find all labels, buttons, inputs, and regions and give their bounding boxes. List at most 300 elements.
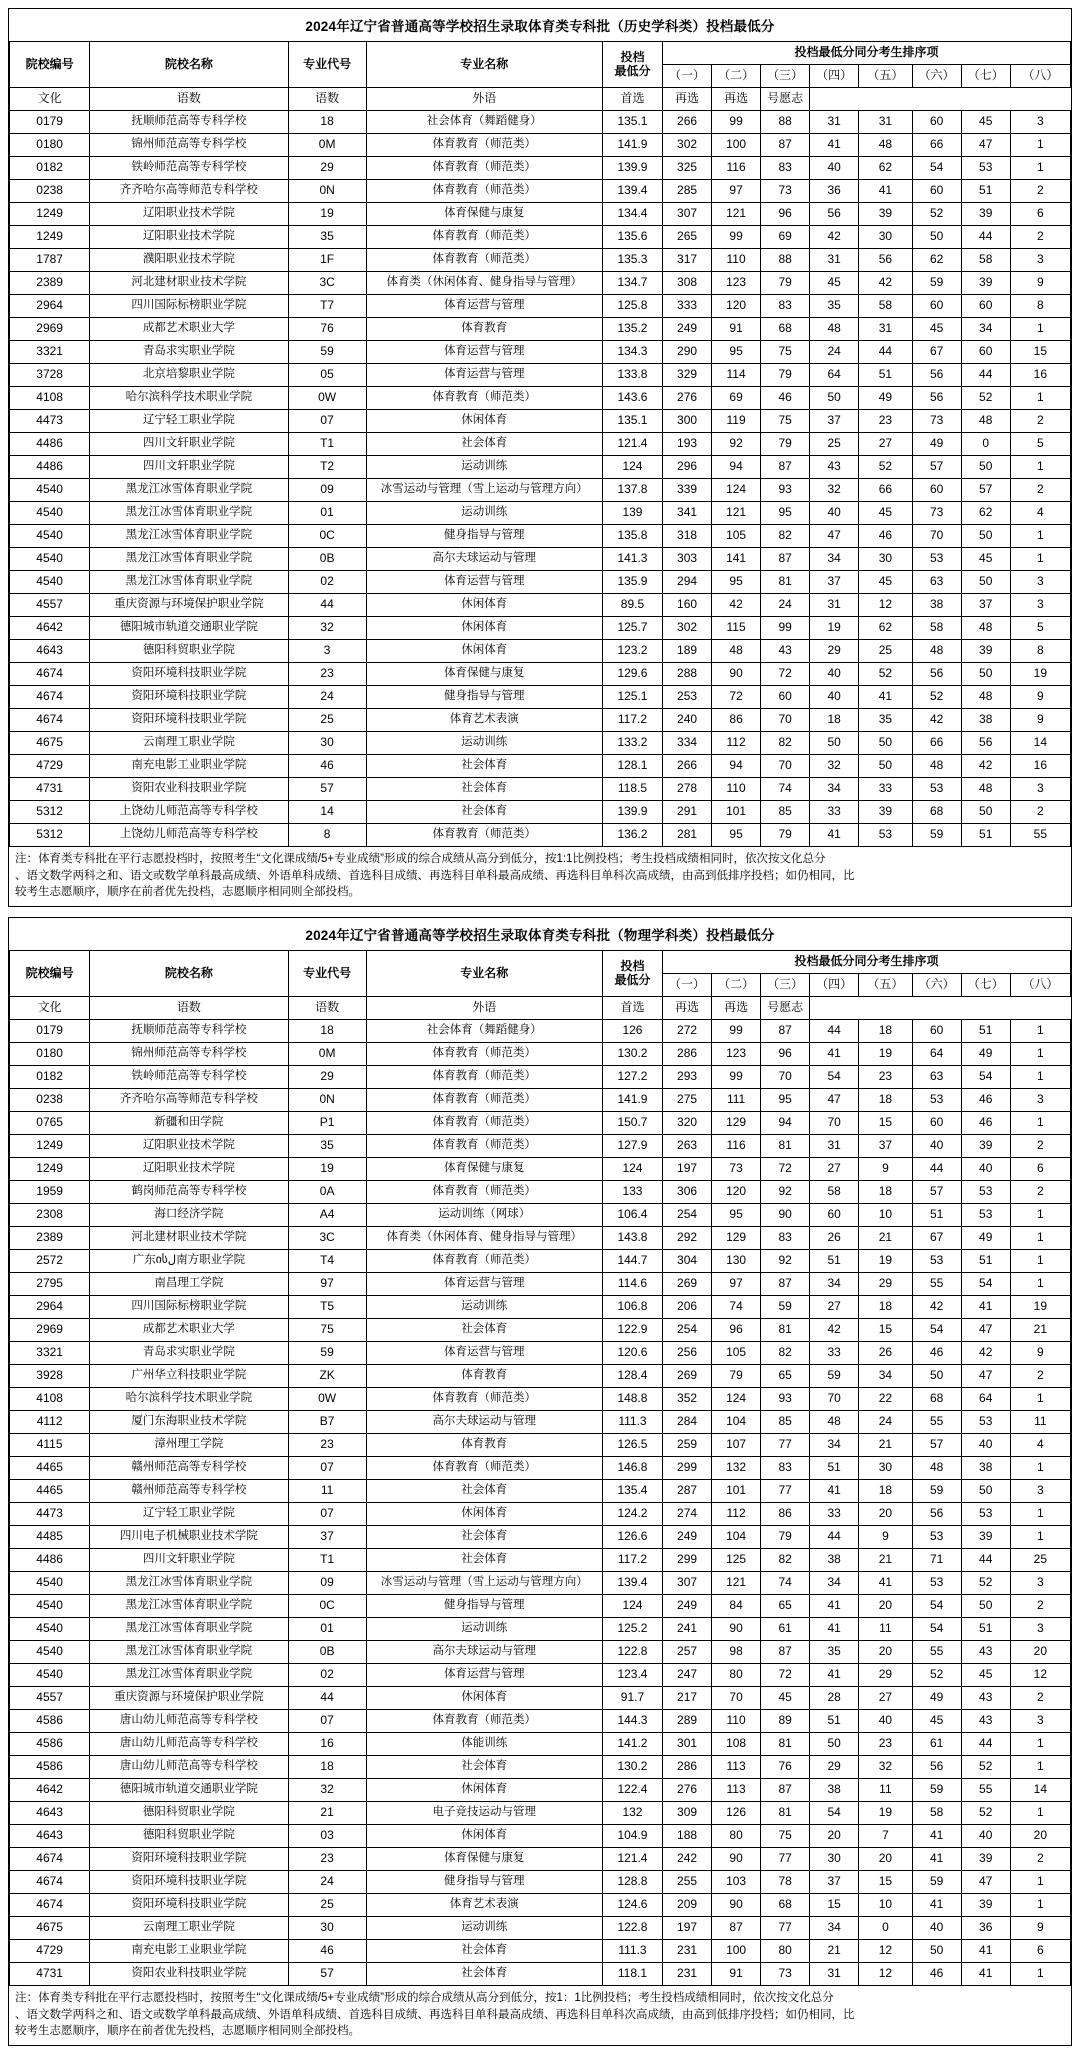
cell-rank-4: 51	[810, 1457, 859, 1480]
cell-rank-4: 25	[810, 433, 859, 456]
cell-rank-4: 41	[810, 1480, 859, 1503]
cell-rank-7: 53	[961, 157, 1010, 180]
cell-major-name: 体育教育（师范类）	[366, 1388, 602, 1411]
cell-rank-8: 1	[1010, 1756, 1070, 1779]
th-sub-4: 外语	[366, 997, 602, 1020]
cell-school-name: 赣州师范高等专科学校	[90, 1457, 288, 1480]
cell-school-code: 4557	[10, 594, 90, 617]
cell-min-score: 135.9	[602, 571, 662, 594]
cell-rank-7: 41	[961, 1296, 1010, 1319]
cell-school-name: 德阳科贸职业学院	[90, 1802, 288, 1825]
cell-major-code: 0N	[288, 180, 366, 203]
cell-rank-6: 42	[912, 1296, 961, 1319]
table-body-physics	[10, 1020, 1071, 1986]
cell-rank-5: 11	[859, 1618, 912, 1641]
table-row	[10, 594, 1071, 617]
cell-rank-4: 58	[810, 1181, 859, 1204]
cell-rank-4: 31	[810, 249, 859, 272]
cell-major-code: T5	[288, 1296, 366, 1319]
cell-rank-4: 37	[810, 410, 859, 433]
cell-major-name: 休闲体育	[366, 1779, 602, 1802]
cell-major-name: 社会体育	[366, 1940, 602, 1963]
cell-major-name: 社会体育	[366, 1756, 602, 1779]
cell-min-score: 106.8	[602, 1296, 662, 1319]
cell-rank-6: 53	[912, 778, 961, 801]
cell-rank-2: 80	[712, 1664, 761, 1687]
cell-rank-5: 20	[859, 1595, 912, 1618]
cell-school-code: 4112	[10, 1411, 90, 1434]
cell-rank-3: 87	[761, 548, 810, 571]
cell-major-name: 运动训练	[366, 732, 602, 755]
cell-rank-1: 293	[663, 1066, 712, 1089]
cell-rank-8: 1	[1010, 548, 1070, 571]
cell-rank-5: 52	[859, 456, 912, 479]
cell-school-name: 河北建材职业技术学院	[90, 1227, 288, 1250]
cell-rank-5: 29	[859, 1273, 912, 1296]
cell-rank-1: 308	[663, 272, 712, 295]
cell-rank-5: 0	[859, 1917, 912, 1940]
cell-rank-7: 44	[961, 364, 1010, 387]
th-rank-3: （三）	[761, 974, 810, 997]
cell-rank-3: 92	[761, 1181, 810, 1204]
cell-rank-3: 96	[761, 203, 810, 226]
cell-rank-5: 9	[859, 1158, 912, 1181]
cell-min-score: 117.2	[602, 709, 662, 732]
cell-major-name: 体育类（休闲体育、健身指导与管理）	[366, 1227, 602, 1250]
cell-rank-2: 123	[712, 272, 761, 295]
cell-rank-7: 54	[961, 1273, 1010, 1296]
cell-rank-7: 39	[961, 640, 1010, 663]
cell-rank-7: 56	[961, 732, 1010, 755]
cell-major-code: 07	[288, 410, 366, 433]
cell-school-code: 4674	[10, 709, 90, 732]
score-table-history	[9, 9, 1071, 847]
cell-school-name: 辽宁轻工职业学院	[90, 410, 288, 433]
cell-rank-5: 35	[859, 709, 912, 732]
cell-rank-1: 206	[663, 1296, 712, 1319]
cell-rank-8: 1	[1010, 1273, 1070, 1296]
cell-rank-1: 231	[663, 1940, 712, 1963]
table-row	[10, 1227, 1071, 1250]
cell-major-code: 29	[288, 1066, 366, 1089]
cell-rank-6: 67	[912, 341, 961, 364]
cell-rank-3: 68	[761, 318, 810, 341]
cell-rank-3: 87	[761, 1641, 810, 1664]
cell-school-code: 1959	[10, 1181, 90, 1204]
cell-rank-4: 40	[810, 686, 859, 709]
cell-rank-5: 39	[859, 801, 912, 824]
cell-rank-1: 275	[663, 1089, 712, 1112]
cell-rank-8: 11	[1010, 1411, 1070, 1434]
cell-rank-2: 113	[712, 1756, 761, 1779]
cell-rank-2: 112	[712, 732, 761, 755]
table-row	[10, 318, 1071, 341]
cell-rank-6: 44	[912, 1158, 961, 1181]
cell-rank-3: 83	[761, 157, 810, 180]
cell-school-code: 4108	[10, 1388, 90, 1411]
cell-rank-5: 30	[859, 1457, 912, 1480]
cell-major-code: 07	[288, 1503, 366, 1526]
cell-rank-4: 54	[810, 1802, 859, 1825]
cell-rank-2: 124	[712, 479, 761, 502]
cell-major-name: 体育教育（师范类）	[366, 1135, 602, 1158]
cell-school-code: 4674	[10, 1871, 90, 1894]
cell-rank-1: 306	[663, 1181, 712, 1204]
cell-rank-6: 42	[912, 709, 961, 732]
th-sub-8: 号愿志	[761, 997, 810, 1020]
cell-rank-1: 249	[663, 318, 712, 341]
cell-rank-5: 21	[859, 1549, 912, 1572]
cell-major-name: 体育教育（师范类）	[366, 824, 602, 847]
table-row	[10, 1181, 1071, 1204]
table-head	[10, 42, 1071, 111]
th-rank-7: （七）	[961, 974, 1010, 997]
cell-rank-1: 317	[663, 249, 712, 272]
cell-rank-6: 51	[912, 1204, 961, 1227]
cell-school-name: 锦州师范高等专科学校	[90, 134, 288, 157]
cell-rank-7: 34	[961, 318, 1010, 341]
cell-rank-7: 60	[961, 341, 1010, 364]
cell-rank-3: 68	[761, 1894, 810, 1917]
cell-rank-3: 81	[761, 1733, 810, 1756]
cell-rank-6: 52	[912, 203, 961, 226]
cell-rank-7: 47	[961, 134, 1010, 157]
table-row	[10, 732, 1071, 755]
th-min-score	[602, 42, 662, 88]
cell-min-score: 126	[602, 1020, 662, 1043]
th-rank-6: （六）	[912, 65, 961, 88]
cell-rank-8: 19	[1010, 1296, 1070, 1319]
cell-major-code: T4	[288, 1250, 366, 1273]
cell-school-name: 鹤岗师范高等专科学校	[90, 1181, 288, 1204]
cell-school-name: 赣州师范高等专科学校	[90, 1480, 288, 1503]
cell-major-code: 18	[288, 111, 366, 134]
cell-rank-7: 51	[961, 1250, 1010, 1273]
cell-min-score: 132	[602, 1802, 662, 1825]
cell-rank-1: 259	[663, 1434, 712, 1457]
cell-rank-7: 50	[961, 571, 1010, 594]
table-row	[10, 1572, 1071, 1595]
cell-rank-7: 51	[961, 1618, 1010, 1641]
cell-rank-6: 55	[912, 1273, 961, 1296]
cell-rank-4: 51	[810, 1710, 859, 1733]
cell-rank-1: 266	[663, 755, 712, 778]
cell-rank-6: 56	[912, 387, 961, 410]
cell-rank-1: 281	[663, 824, 712, 847]
cell-major-name: 高尔夫球运动与管理	[366, 1641, 602, 1664]
cell-min-score: 139	[602, 502, 662, 525]
header-row-1	[10, 42, 1071, 65]
cell-school-code: 1249	[10, 203, 90, 226]
cell-school-name: 南充电影工业职业学院	[90, 1940, 288, 1963]
cell-major-code: 09	[288, 479, 366, 502]
cell-rank-7: 52	[961, 1756, 1010, 1779]
cell-rank-5: 20	[859, 1503, 912, 1526]
cell-school-name: 黑龙江冰雪体育职业学院	[90, 525, 288, 548]
cell-rank-7: 58	[961, 249, 1010, 272]
cell-rank-1: 276	[663, 1779, 712, 1802]
cell-rank-4: 34	[810, 778, 859, 801]
cell-rank-6: 63	[912, 571, 961, 594]
cell-min-score: 122.8	[602, 1917, 662, 1940]
th-rank-3: （三）	[761, 65, 810, 88]
cell-rank-7: 40	[961, 1158, 1010, 1181]
cell-rank-3: 94	[761, 1112, 810, 1135]
cell-rank-1: 334	[663, 732, 712, 755]
cell-school-name: 资阳农业科技职业学院	[90, 1963, 288, 1986]
cell-rank-1: 289	[663, 1710, 712, 1733]
cell-rank-1: 253	[663, 686, 712, 709]
cell-min-score: 141.9	[602, 134, 662, 157]
table-row	[10, 1595, 1071, 1618]
cell-rank-2: 124	[712, 1388, 761, 1411]
cell-school-name: 云南理工职业学院	[90, 1917, 288, 1940]
cell-major-code: 0M	[288, 134, 366, 157]
cell-major-name: 社会体育	[366, 778, 602, 801]
cell-rank-8: 15	[1010, 341, 1070, 364]
cell-min-score: 141.9	[602, 1089, 662, 1112]
cell-min-score: 139.9	[602, 801, 662, 824]
cell-major-name: 体育教育（师范类）	[366, 249, 602, 272]
cell-rank-8: 1	[1010, 1503, 1070, 1526]
cell-rank-6: 60	[912, 1020, 961, 1043]
table-row	[10, 226, 1071, 249]
cell-school-name: 新疆和田学院	[90, 1112, 288, 1135]
cell-major-name: 体育教育（师范类）	[366, 157, 602, 180]
cell-major-code: 02	[288, 1664, 366, 1687]
cell-rank-4: 40	[810, 157, 859, 180]
cell-min-score: 134.4	[602, 203, 662, 226]
cell-rank-1: 217	[663, 1687, 712, 1710]
cell-rank-4: 34	[810, 1917, 859, 1940]
cell-rank-2: 111	[712, 1089, 761, 1112]
cell-rank-8: 16	[1010, 364, 1070, 387]
cell-rank-8: 12	[1010, 1664, 1070, 1687]
cell-rank-8: 1	[1010, 1204, 1070, 1227]
cell-min-score: 118.1	[602, 1963, 662, 1986]
cell-rank-5: 15	[859, 1112, 912, 1135]
cell-rank-1: 240	[663, 709, 712, 732]
cell-school-name: 四川文轩职业学院	[90, 456, 288, 479]
th-tiebreak-group: 投档最低分同分考生排序项	[663, 951, 1071, 974]
cell-rank-2: 95	[712, 824, 761, 847]
cell-major-code: 07	[288, 1457, 366, 1480]
cell-rank-5: 21	[859, 1434, 912, 1457]
cell-min-score: 124	[602, 1595, 662, 1618]
cell-rank-5: 37	[859, 1135, 912, 1158]
cell-school-name: 资阳环境科技职业学院	[90, 709, 288, 732]
cell-major-name: 体育运营与管理	[366, 1664, 602, 1687]
cell-rank-2: 107	[712, 1434, 761, 1457]
cell-school-code: 4643	[10, 1802, 90, 1825]
cell-major-name: 健身指导与管理	[366, 1595, 602, 1618]
cell-major-code: 02	[288, 571, 366, 594]
cell-rank-7: 39	[961, 272, 1010, 295]
cell-rank-6: 50	[912, 226, 961, 249]
cell-school-name: 辽阳职业技术学院	[90, 1158, 288, 1181]
cell-school-name: 黑龙江冰雪体育职业学院	[90, 502, 288, 525]
cell-school-code: 4557	[10, 1687, 90, 1710]
cell-rank-3: 77	[761, 1848, 810, 1871]
table-row	[10, 778, 1071, 801]
cell-rank-7: 39	[961, 1526, 1010, 1549]
cell-school-code: 2572	[10, 1250, 90, 1273]
cell-rank-4: 30	[810, 1848, 859, 1871]
cell-rank-4: 15	[810, 1894, 859, 1917]
cell-major-name: 社会体育	[366, 1480, 602, 1503]
cell-major-name: 电子竞技运动与管理	[366, 1802, 602, 1825]
cell-school-name: 上饶幼儿师范高等专科学校	[90, 824, 288, 847]
cell-rank-7: 52	[961, 387, 1010, 410]
cell-major-code: 0B	[288, 1641, 366, 1664]
cell-min-score: 122.8	[602, 1641, 662, 1664]
cell-rank-2: 116	[712, 1135, 761, 1158]
cell-school-name: 厦门东海职业技术学院	[90, 1411, 288, 1434]
cell-rank-8: 20	[1010, 1641, 1070, 1664]
cell-rank-5: 32	[859, 1756, 912, 1779]
table-row	[10, 801, 1071, 824]
th-major-name: 专业名称	[366, 42, 602, 88]
cell-rank-3: 85	[761, 1411, 810, 1434]
cell-rank-4: 29	[810, 1756, 859, 1779]
cell-major-name: 体育保健与康复	[366, 663, 602, 686]
cell-rank-3: 85	[761, 801, 810, 824]
cell-major-name: 体能训练	[366, 1733, 602, 1756]
cell-school-name: 濮阳职业技术学院	[90, 249, 288, 272]
cell-school-name: 抚顺师范高等专科学校	[90, 111, 288, 134]
table-row	[10, 111, 1071, 134]
cell-school-code: 4731	[10, 1963, 90, 1986]
cell-school-name: 辽阳职业技术学院	[90, 1135, 288, 1158]
cell-rank-3: 81	[761, 1319, 810, 1342]
cell-school-name: 辽宁轻工职业学院	[90, 1503, 288, 1526]
cell-major-code: 35	[288, 226, 366, 249]
cell-major-name: 体育保健与康复	[366, 1848, 602, 1871]
cell-rank-2: 104	[712, 1411, 761, 1434]
cell-rank-1: 307	[663, 203, 712, 226]
cell-rank-4: 37	[810, 571, 859, 594]
cell-rank-4: 21	[810, 1940, 859, 1963]
cell-rank-3: 77	[761, 1917, 810, 1940]
cell-major-name: 运动训练（网球）	[366, 1204, 602, 1227]
cell-rank-6: 53	[912, 1572, 961, 1595]
cell-school-code: 4473	[10, 410, 90, 433]
cell-rank-5: 7	[859, 1825, 912, 1848]
cell-min-score: 139.4	[602, 180, 662, 203]
cell-rank-1: 318	[663, 525, 712, 548]
cell-major-code: 59	[288, 1342, 366, 1365]
cell-rank-1: 265	[663, 226, 712, 249]
cell-school-name: 铁岭师范高等专科学校	[90, 157, 288, 180]
cell-rank-2: 79	[712, 1365, 761, 1388]
cell-major-name: 运动训练	[366, 1618, 602, 1641]
note-line-2: 、语文数学两科之和、语文或数学单科最高成绩、外语单科成绩、首选科目成绩、再选科目单科最高成绩、再选科目单科次高成绩，由高到低排序投档；如仍相同，比	[15, 869, 855, 882]
cell-major-code: 07	[288, 1710, 366, 1733]
cell-rank-4: 42	[810, 226, 859, 249]
cell-rank-2: 98	[712, 1641, 761, 1664]
table-row	[10, 686, 1071, 709]
cell-rank-6: 45	[912, 318, 961, 341]
cell-rank-6: 54	[912, 1618, 961, 1641]
cell-school-code: 1249	[10, 1158, 90, 1181]
cell-min-score: 133.2	[602, 732, 662, 755]
cell-rank-5: 66	[859, 479, 912, 502]
table-row	[10, 1710, 1071, 1733]
cell-rank-4: 54	[810, 1066, 859, 1089]
cell-rank-7: 48	[961, 617, 1010, 640]
cell-rank-6: 54	[912, 157, 961, 180]
cell-school-code: 4540	[10, 479, 90, 502]
cell-rank-5: 48	[859, 134, 912, 157]
cell-rank-6: 71	[912, 1549, 961, 1572]
cell-school-name: 云南理工职业学院	[90, 732, 288, 755]
cell-min-score: 122.4	[602, 1779, 662, 1802]
cell-rank-2: 141	[712, 548, 761, 571]
cell-min-score: 124	[602, 1158, 662, 1181]
table-row	[10, 1434, 1071, 1457]
cell-rank-3: 24	[761, 594, 810, 617]
table-row	[10, 1756, 1071, 1779]
cell-rank-2: 99	[712, 1066, 761, 1089]
cell-rank-5: 18	[859, 1089, 912, 1112]
cell-major-name: 健身指导与管理	[366, 686, 602, 709]
cell-major-code: B7	[288, 1411, 366, 1434]
cell-rank-4: 50	[810, 1733, 859, 1756]
cell-rank-7: 39	[961, 1894, 1010, 1917]
cell-rank-8: 3	[1010, 1618, 1070, 1641]
cell-rank-3: 81	[761, 571, 810, 594]
cell-rank-8: 4	[1010, 502, 1070, 525]
cell-school-code: 0238	[10, 180, 90, 203]
cell-rank-5: 18	[859, 1020, 912, 1043]
cell-rank-7: 45	[961, 548, 1010, 571]
cell-major-name: 体育运营与管理	[366, 364, 602, 387]
cell-rank-1: 320	[663, 1112, 712, 1135]
cell-rank-3: 61	[761, 1618, 810, 1641]
cell-major-code: 18	[288, 1020, 366, 1043]
table-row	[10, 387, 1071, 410]
cell-major-name: 体育运营与管理	[366, 571, 602, 594]
cell-rank-3: 93	[761, 479, 810, 502]
cell-rank-7: 51	[961, 180, 1010, 203]
table-block-physics	[8, 917, 1072, 2046]
cell-rank-4: 37	[810, 1871, 859, 1894]
cell-rank-3: 82	[761, 525, 810, 548]
cell-min-score: 111.3	[602, 1940, 662, 1963]
cell-major-code: 01	[288, 1618, 366, 1641]
cell-min-score: 135.4	[602, 1480, 662, 1503]
cell-rank-2: 73	[712, 1158, 761, 1181]
cell-rank-4: 70	[810, 1388, 859, 1411]
table-row	[10, 134, 1071, 157]
cell-rank-7: 47	[961, 1319, 1010, 1342]
cell-rank-8: 3	[1010, 1710, 1070, 1733]
cell-rank-8: 2	[1010, 226, 1070, 249]
cell-school-code: 4465	[10, 1480, 90, 1503]
cell-rank-2: 125	[712, 1549, 761, 1572]
cell-major-name: 冰雪运动与管理（雪上运动与管理方向）	[366, 479, 602, 502]
cell-rank-8: 4	[1010, 1434, 1070, 1457]
cell-rank-1: 231	[663, 1963, 712, 1986]
cell-rank-6: 48	[912, 1457, 961, 1480]
cell-school-name: 资阳环境科技职业学院	[90, 663, 288, 686]
cell-rank-8: 9	[1010, 272, 1070, 295]
cell-rank-7: 53	[961, 1181, 1010, 1204]
cell-major-name: 体育教育（师范类）	[366, 1043, 602, 1066]
cell-rank-7: 50	[961, 525, 1010, 548]
cell-major-name: 体育教育（师范类）	[366, 1066, 602, 1089]
cell-rank-8: 19	[1010, 663, 1070, 686]
